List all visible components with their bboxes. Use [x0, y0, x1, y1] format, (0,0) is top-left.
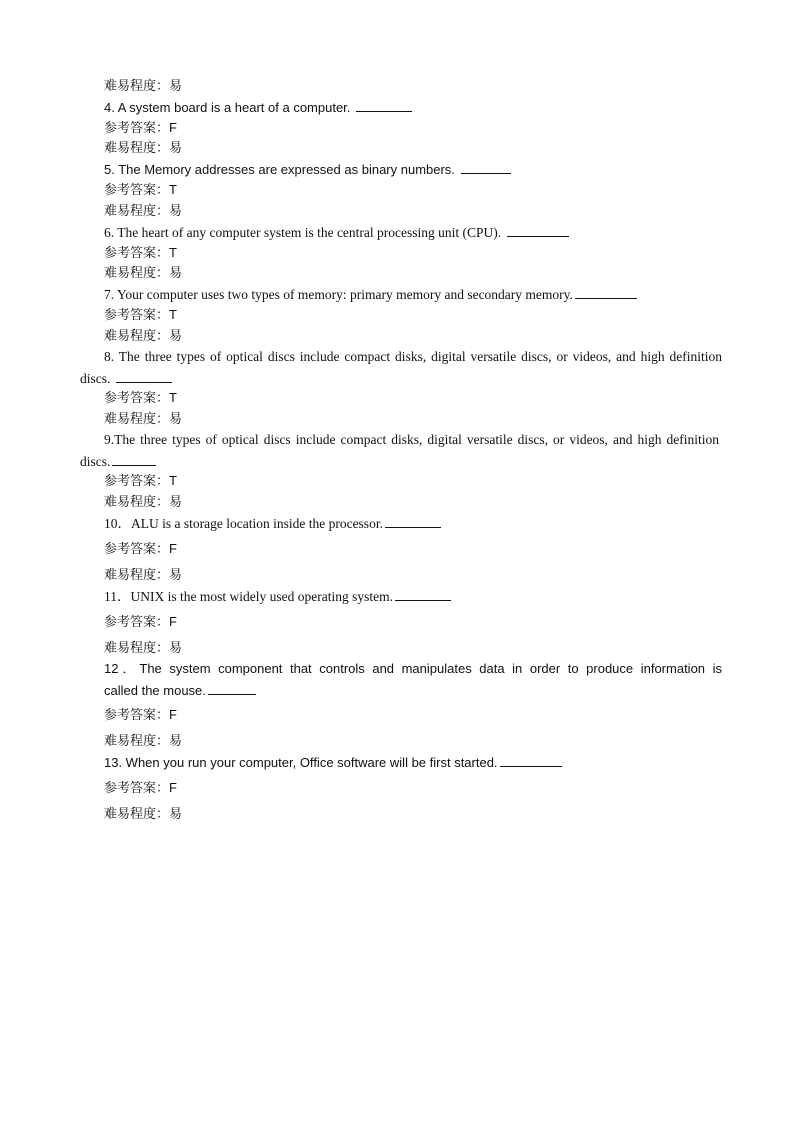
- difficulty-line: 难易程度：易: [104, 494, 183, 509]
- answer-blank: [575, 286, 637, 299]
- question-10: 10．ALU is a storage location inside the processor.: [104, 515, 441, 532]
- answer-blank: [395, 588, 451, 601]
- difficulty-line: 难易程度：易: [104, 411, 183, 426]
- answer-line: 参考答案：F: [104, 541, 177, 556]
- question-8-continuation: discs.: [80, 370, 172, 387]
- question-6: 6. The heart of any computer system is the central processing unit (CPU).: [104, 224, 569, 241]
- answer-line: 参考答案：F: [104, 614, 177, 629]
- difficulty-line: 难易程度：易: [104, 640, 183, 655]
- answer-blank: [356, 99, 412, 112]
- question-11: 11．UNIX is the most widely used operating system.: [104, 588, 451, 605]
- answer-line: 参考答案：F: [104, 120, 177, 135]
- question-8: 8. The three types of optical discs include compact disks, digital versatile discs, or videos, and high definition: [104, 349, 722, 364]
- answer-blank: [112, 453, 156, 466]
- answer-line: 参考答案：F: [104, 707, 177, 722]
- difficulty-line: 难易程度：易: [104, 733, 183, 748]
- answer-blank: [461, 161, 511, 174]
- answer-line: 参考答案：F: [104, 780, 177, 795]
- question-5: 5. The Memory addresses are expressed as binary numbers.: [104, 161, 511, 178]
- question-9-continuation: discs.: [80, 453, 156, 470]
- answer-blank: [208, 682, 256, 695]
- difficulty-line: 难易程度：易: [104, 328, 183, 343]
- answer-line: 参考答案：T: [104, 182, 177, 197]
- answer-blank: [116, 370, 172, 383]
- answer-blank: [500, 754, 562, 767]
- question-12: 12．The system component that controls and manipulates data in order to produce information is: [104, 661, 722, 676]
- difficulty-line: 难易程度：易: [104, 78, 183, 93]
- difficulty-line: 难易程度：易: [104, 265, 183, 280]
- answer-line: 参考答案：T: [104, 390, 177, 405]
- answer-blank: [507, 224, 569, 237]
- answer-blank: [385, 515, 441, 528]
- difficulty-line: 难易程度：易: [104, 140, 183, 155]
- difficulty-line: 难易程度：易: [104, 567, 183, 582]
- question-9: 9.The three types of optical discs include compact disks, digital versatile discs, or videos, and high definition: [104, 432, 719, 447]
- question-4: 4. A system board is a heart of a computer.: [104, 99, 412, 116]
- question-13: 13. When you run your computer, Office software will be first started.: [104, 754, 562, 771]
- difficulty-line: 难易程度：易: [104, 806, 183, 821]
- question-12-continuation: called the mouse.: [104, 682, 256, 699]
- answer-line: 参考答案：T: [104, 245, 177, 260]
- answer-line: 参考答案：T: [104, 473, 177, 488]
- difficulty-line: 难易程度：易: [104, 203, 183, 218]
- answer-line: 参考答案：T: [104, 307, 177, 322]
- question-7: 7. Your computer uses two types of memory: primary memory and secondary memory.: [104, 286, 637, 303]
